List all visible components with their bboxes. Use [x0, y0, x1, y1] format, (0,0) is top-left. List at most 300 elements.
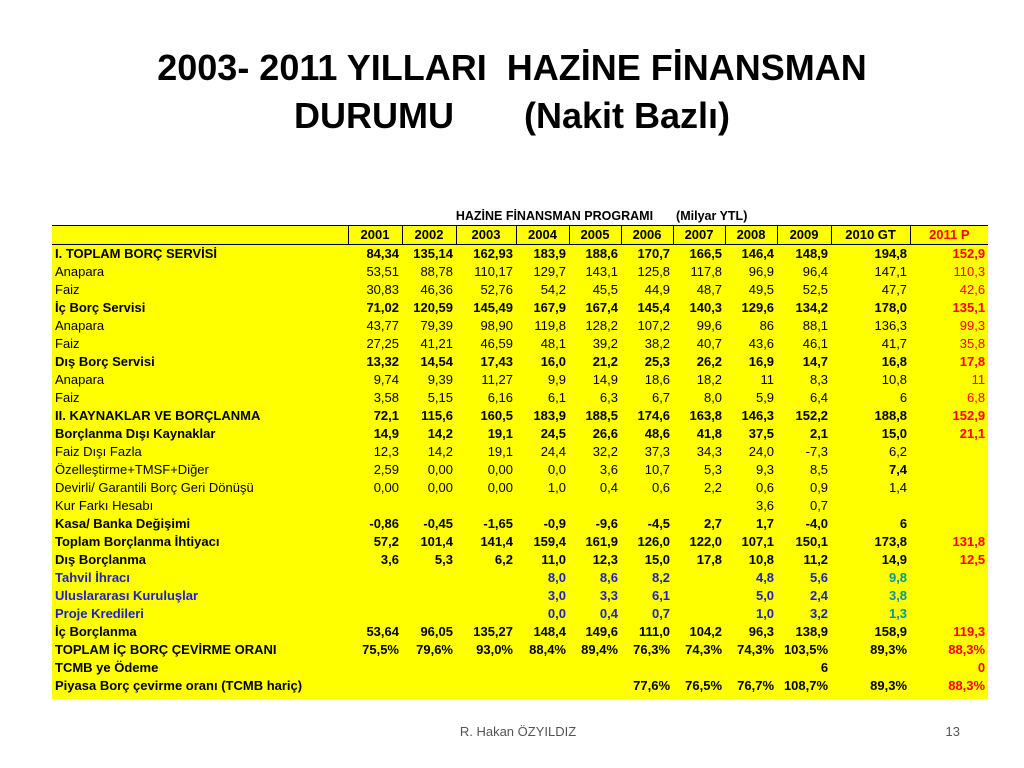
title-line-2: DURUMU (Nakit Bazlı) [293, 95, 731, 136]
value-cell: -4,5 [647, 516, 671, 531]
value-cell: 0,6 [755, 480, 775, 495]
value-cell [673, 605, 725, 623]
page-number: 13 [945, 724, 960, 739]
value-cell: 126,0 [637, 534, 671, 549]
value-cell: 183,9 [533, 246, 566, 261]
value-cell [456, 497, 516, 515]
value-cell: 110,17 [474, 264, 513, 279]
year-header-cell: 2004 [516, 226, 569, 245]
value-cell: 104,2 [689, 624, 723, 639]
year-header-cell: 2005 [569, 226, 621, 245]
value-cell [910, 497, 988, 515]
row-label: Proje Kredileri [55, 606, 144, 621]
footer-author: R. Hakan ÖZYILDIZ [459, 724, 577, 739]
value-cell: 14,9 [881, 552, 908, 567]
value-cell: 6 [899, 390, 908, 405]
value-cell [831, 497, 910, 515]
table-title: HAZİNE FİNANSMAN PROGRAMI [52, 206, 673, 226]
value-cell: 101,4 [420, 534, 453, 549]
value-cell: 9,3 [755, 462, 775, 477]
value-cell: 76,5% [685, 678, 723, 693]
value-cell: 158,9 [874, 624, 908, 639]
value-cell [402, 677, 456, 695]
table-body [52, 245, 988, 696]
table-row [52, 389, 988, 407]
value-cell [456, 659, 516, 677]
row-label: Kasa/ Banka Değişimi [55, 516, 191, 531]
value-cell: 11,2 [803, 552, 829, 567]
value-cell: 10,8 [748, 552, 775, 567]
value-cell: 48,6 [644, 426, 671, 441]
value-cell: 89,3% [870, 678, 908, 693]
value-cell: 99,3 [959, 318, 986, 333]
value-cell: 19,1 [487, 426, 513, 441]
value-cell: 9,9 [547, 372, 566, 387]
year-header-cell: 2002 [402, 226, 456, 245]
value-cell: 19,1 [487, 444, 513, 459]
value-cell: 135,1 [952, 300, 986, 315]
value-cell: 140,3 [689, 300, 723, 315]
table-row [52, 677, 988, 695]
value-cell: 14,2 [427, 426, 453, 441]
value-cell: -4,0 [805, 516, 829, 531]
value-cell: -0,86 [369, 516, 399, 531]
value-cell: 2,59 [373, 462, 399, 477]
value-cell [348, 569, 402, 587]
value-cell: 93,0% [476, 642, 513, 657]
value-cell: 0,00 [427, 480, 453, 495]
value-cell: 0,7 [651, 606, 671, 621]
value-cell: 43,77 [366, 318, 399, 333]
value-cell: 119,8 [534, 318, 566, 333]
value-cell: 89,3% [870, 642, 908, 657]
value-cell: 1,7 [755, 516, 775, 531]
value-cell: 96,05 [420, 624, 453, 639]
value-cell: 6,2 [888, 444, 908, 459]
value-cell: 6 [899, 516, 908, 531]
table-row [52, 605, 988, 623]
table-title-row [52, 206, 988, 226]
table-row [52, 587, 988, 605]
row-label: Dış Borç Servisi [55, 354, 155, 369]
value-cell: 16,9 [748, 354, 775, 369]
value-cell: 47,7 [881, 282, 908, 297]
year-header-cell: 2010 GT [831, 226, 910, 245]
row-label: Anapara [55, 372, 105, 387]
value-cell: 145,49 [473, 300, 513, 315]
value-cell: 14,7 [802, 354, 829, 369]
value-cell: 46,36 [420, 282, 453, 297]
value-cell: 88,3% [948, 642, 986, 657]
table-row [52, 353, 988, 371]
value-cell: 77,6% [633, 678, 671, 693]
value-cell: 26,6 [592, 426, 618, 441]
title-line-1: 2003- 2011 YILLARI HAZİNE FİNANSMAN [157, 47, 867, 88]
row-label: Devirli/ Garantili Borç Geri Dönüşü [55, 480, 254, 495]
value-cell: 96,3 [748, 624, 775, 639]
table-row [52, 407, 988, 425]
row-label: I. TOPLAM BORÇ SERVİSİ [55, 246, 218, 261]
value-cell: 3,6 [380, 552, 399, 567]
value-cell: 57,2 [373, 534, 399, 549]
value-cell [402, 497, 456, 515]
value-cell: 88,3% [948, 678, 986, 693]
table-row [52, 461, 988, 479]
value-cell: 115,6 [421, 408, 453, 423]
value-cell: 89,4% [581, 642, 618, 657]
table-row [52, 299, 988, 317]
table-row [52, 425, 988, 443]
value-cell: 3,8 [888, 588, 908, 603]
value-cell: 12,3 [592, 552, 618, 567]
value-cell: 27,25 [366, 336, 399, 351]
value-cell: 107,2 [637, 318, 671, 333]
value-cell: 8,2 [651, 570, 671, 585]
year-header-cell: 2006 [621, 226, 673, 245]
value-cell: 0,9 [809, 480, 829, 495]
row-label: TCMB ye Ödeme [55, 660, 159, 675]
value-cell: 5,0 [755, 588, 775, 603]
value-cell [348, 605, 402, 623]
value-cell: 128,2 [585, 318, 618, 333]
value-cell: 0,00 [487, 480, 513, 495]
value-cell: 21,2 [592, 354, 618, 369]
value-cell: 0,00 [427, 462, 453, 477]
value-cell: 16,0 [540, 354, 566, 369]
value-cell: 25,3 [644, 354, 671, 369]
value-cell: 18,2 [696, 372, 723, 387]
row-label: Borçlanma Dışı Kaynaklar [55, 426, 216, 441]
value-cell [456, 605, 516, 623]
value-cell: 37,5 [748, 426, 775, 441]
table-row [52, 317, 988, 335]
value-cell: 9,74 [373, 372, 399, 387]
table-row [52, 659, 988, 677]
value-cell: 188,5 [585, 408, 618, 423]
value-cell: 71,02 [366, 300, 399, 315]
value-cell: 2,4 [809, 588, 829, 603]
value-cell: 122,0 [689, 534, 723, 549]
value-cell: 2,1 [809, 426, 829, 441]
value-cell [673, 569, 725, 587]
row-label: İç Borç Servisi [55, 300, 146, 315]
value-cell: 8,3 [809, 372, 829, 387]
value-cell: 7,4 [888, 462, 908, 477]
value-cell: 103,5% [783, 642, 829, 657]
row-label: Faiz [55, 336, 80, 351]
value-cell: 21,1 [959, 426, 986, 441]
value-cell: -7,3 [805, 444, 829, 459]
row-label: Kur Farkı Hesabı [55, 498, 154, 513]
value-cell: 167,4 [585, 300, 618, 315]
value-cell: 16,8 [881, 354, 908, 369]
value-cell: 35,8 [959, 336, 986, 351]
value-cell: 8,0 [547, 570, 566, 585]
value-cell: 6,8 [967, 390, 986, 405]
value-cell [569, 677, 621, 695]
value-cell: 143,1 [585, 264, 618, 279]
value-cell: 44,9 [644, 282, 671, 297]
value-cell [348, 497, 402, 515]
row-label: TOPLAM İÇ BORÇ ÇEVİRME ORANI [55, 642, 277, 657]
value-cell: 99,6 [696, 318, 723, 333]
value-cell [673, 587, 725, 605]
value-cell: 11 [760, 372, 775, 387]
value-cell: 6,2 [494, 552, 513, 567]
value-cell: 160,5 [480, 408, 513, 423]
value-cell [725, 659, 777, 677]
value-cell: 52,76 [480, 282, 513, 297]
value-cell: 147,1 [874, 264, 908, 279]
value-cell: 188,6 [585, 246, 618, 261]
value-cell: 174,6 [637, 408, 671, 423]
value-cell: 150,1 [795, 534, 829, 549]
value-cell: 24,5 [540, 426, 566, 441]
value-cell: 3,3 [599, 588, 618, 603]
value-cell: 74,3% [685, 642, 723, 657]
value-cell: 6,16 [487, 390, 513, 405]
value-cell: 17,43 [480, 354, 513, 369]
value-cell: 39,2 [592, 336, 618, 351]
value-cell: 136,3 [874, 318, 908, 333]
value-cell: 74,3% [737, 642, 775, 657]
table-row [52, 479, 988, 497]
value-cell: 46,59 [480, 336, 513, 351]
value-cell: 159,4 [533, 534, 566, 549]
value-cell: 107,1 [741, 534, 775, 549]
value-cell: 173,8 [874, 534, 908, 549]
value-cell [910, 605, 988, 623]
row-label: Anapara [55, 264, 105, 279]
value-cell [348, 659, 402, 677]
value-cell: 15,0 [644, 552, 671, 567]
table-row [52, 515, 988, 533]
value-cell [569, 659, 621, 677]
value-cell: 24,4 [540, 444, 566, 459]
value-cell: -0,45 [423, 516, 453, 531]
value-cell: 1,0 [755, 606, 775, 621]
table-row [52, 245, 988, 264]
value-cell: 4,8 [755, 570, 775, 585]
value-cell: 6,7 [651, 390, 671, 405]
row-label: Özelleştirme+TMSF+Diğer [55, 462, 209, 477]
value-cell: 5,3 [703, 462, 723, 477]
value-cell: 111,0 [638, 624, 671, 639]
value-cell: 3,6 [755, 498, 775, 513]
row-label: Piyasa Borç çevirme oranı (TCMB hariç) [55, 678, 303, 693]
value-cell: 145,4 [637, 300, 671, 315]
value-cell: 76,3% [633, 642, 671, 657]
value-cell: 88,78 [420, 264, 453, 279]
value-cell: 53,51 [366, 264, 399, 279]
value-cell: 13,32 [366, 354, 399, 369]
value-cell [569, 497, 621, 515]
value-cell: 45,5 [592, 282, 618, 297]
value-cell: 0,7 [809, 498, 829, 513]
value-cell: 110,3 [953, 264, 986, 279]
value-cell [673, 497, 725, 515]
value-cell: 79,39 [420, 318, 453, 333]
value-cell: 6 [820, 660, 829, 675]
value-cell [831, 659, 910, 677]
value-cell: 6,1 [547, 390, 566, 405]
value-cell: 0 [977, 660, 986, 675]
value-cell: 1,4 [888, 480, 908, 495]
value-cell [456, 587, 516, 605]
value-cell: 24,0 [748, 444, 775, 459]
value-cell: 152,9 [952, 408, 986, 423]
value-cell: 9,39 [427, 372, 453, 387]
value-cell: 1,3 [888, 606, 908, 621]
table-row [52, 281, 988, 299]
value-cell: 125,8 [637, 264, 671, 279]
value-cell: 41,7 [881, 336, 908, 351]
row-label: Faiz Dışı Fazla [55, 444, 142, 459]
value-cell: 14,9 [373, 426, 399, 441]
table-unit: (Milyar YTL) [673, 206, 988, 226]
value-cell: 0,6 [651, 480, 671, 495]
value-cell: 3,58 [373, 390, 399, 405]
value-cell: 119,3 [953, 624, 986, 639]
value-cell: 6,4 [809, 390, 829, 405]
table-row [52, 641, 988, 659]
value-cell [516, 497, 569, 515]
value-cell: 43,6 [748, 336, 775, 351]
value-cell: 129,7 [533, 264, 566, 279]
value-cell: 30,83 [366, 282, 399, 297]
value-cell: 108,7% [783, 678, 829, 693]
value-cell [910, 569, 988, 587]
value-cell [456, 677, 516, 695]
value-cell: 163,8 [689, 408, 723, 423]
value-cell: 12,3 [373, 444, 399, 459]
value-cell: 162,93 [473, 246, 513, 261]
value-cell: 96,4 [802, 264, 829, 279]
value-cell: 79,6% [416, 642, 453, 657]
value-cell [516, 659, 569, 677]
value-cell: 148,4 [533, 624, 566, 639]
value-cell: 54,2 [540, 282, 566, 297]
value-cell: 11 [971, 372, 986, 387]
value-cell [910, 479, 988, 497]
value-cell [910, 443, 988, 461]
value-cell: 11,0 [541, 552, 566, 567]
value-cell: -9,6 [595, 516, 618, 531]
value-cell: 40,7 [696, 336, 723, 351]
table-row [52, 443, 988, 461]
value-cell: 14,2 [427, 444, 453, 459]
table-row [52, 263, 988, 281]
value-cell: 88,4% [529, 642, 566, 657]
value-cell [348, 677, 402, 695]
value-cell: 188,8 [874, 408, 908, 423]
row-label: İç Borçlanma [55, 624, 137, 639]
value-cell: 2,2 [703, 480, 723, 495]
value-cell: 3,6 [599, 462, 618, 477]
value-cell [402, 659, 456, 677]
value-cell: 49,5 [748, 282, 775, 297]
value-cell: 6,3 [599, 390, 618, 405]
value-cell: 194,8 [874, 246, 908, 261]
table-row [52, 533, 988, 551]
year-header-row [52, 226, 988, 245]
value-cell: 135,14 [413, 246, 453, 261]
value-cell: 11,27 [481, 372, 513, 387]
value-cell: -1,65 [483, 516, 513, 531]
table-row [52, 623, 988, 641]
table-row [52, 335, 988, 353]
value-cell: 152,9 [952, 246, 986, 261]
value-cell: 53,64 [366, 624, 399, 639]
year-header-cell: 2007 [673, 226, 725, 245]
value-cell: 84,34 [366, 246, 399, 261]
row-label: Faiz [55, 390, 80, 405]
value-cell: 5,3 [434, 552, 453, 567]
value-cell: 41,8 [696, 426, 723, 441]
value-cell [621, 497, 673, 515]
value-cell: 3,0 [547, 588, 566, 603]
value-cell: 52,5 [802, 282, 829, 297]
value-cell: 178,0 [874, 300, 908, 315]
value-cell: 15,0 [881, 426, 908, 441]
value-cell: 12,5 [959, 552, 986, 567]
value-cell: 17,8 [959, 354, 986, 369]
value-cell: 6,1 [651, 588, 671, 603]
value-cell: 96,9 [748, 264, 775, 279]
year-header-cell: 2009 [777, 226, 831, 245]
value-cell: 166,5 [689, 246, 723, 261]
year-header-cell: 2011 P [910, 226, 988, 245]
value-cell: 117,8 [690, 264, 723, 279]
value-cell: 167,9 [533, 300, 566, 315]
financing-table-container [52, 206, 988, 699]
row-label: Dış Borçlanma [55, 552, 147, 567]
value-cell [402, 569, 456, 587]
value-cell: 8,0 [703, 390, 723, 405]
value-cell: 0,4 [599, 606, 618, 621]
value-cell [910, 461, 988, 479]
value-cell: 46,1 [802, 336, 829, 351]
value-cell [402, 605, 456, 623]
value-cell: 0,0 [547, 606, 566, 621]
table-row [52, 569, 988, 587]
year-header-cell: 2003 [456, 226, 516, 245]
year-header-cell: 2001 [348, 226, 402, 245]
value-cell: 3,2 [809, 606, 829, 621]
value-cell: 42,6 [959, 282, 986, 297]
row-label: Toplam Borçlanma İhtiyacı [55, 534, 220, 549]
value-cell: 10,7 [644, 462, 671, 477]
table-row [52, 551, 988, 569]
value-cell: 9,8 [888, 570, 908, 585]
value-cell: 138,9 [795, 624, 829, 639]
value-cell: 0,4 [599, 480, 618, 495]
value-cell: 17,8 [696, 552, 723, 567]
value-cell: 129,6 [741, 300, 775, 315]
value-cell: 134,2 [795, 300, 829, 315]
value-cell: 48,1 [540, 336, 566, 351]
row-label: Anapara [55, 318, 105, 333]
value-cell: 146,3 [741, 408, 775, 423]
value-cell [910, 515, 988, 533]
value-cell: 170,7 [637, 246, 671, 261]
value-cell: 2,7 [703, 516, 723, 531]
value-cell: 76,7% [737, 678, 775, 693]
value-cell: 183,9 [533, 408, 566, 423]
row-label: Uluslararası Kuruluşlar [55, 588, 199, 603]
value-cell: 8,5 [809, 462, 829, 477]
value-cell: 1,0 [547, 480, 566, 495]
